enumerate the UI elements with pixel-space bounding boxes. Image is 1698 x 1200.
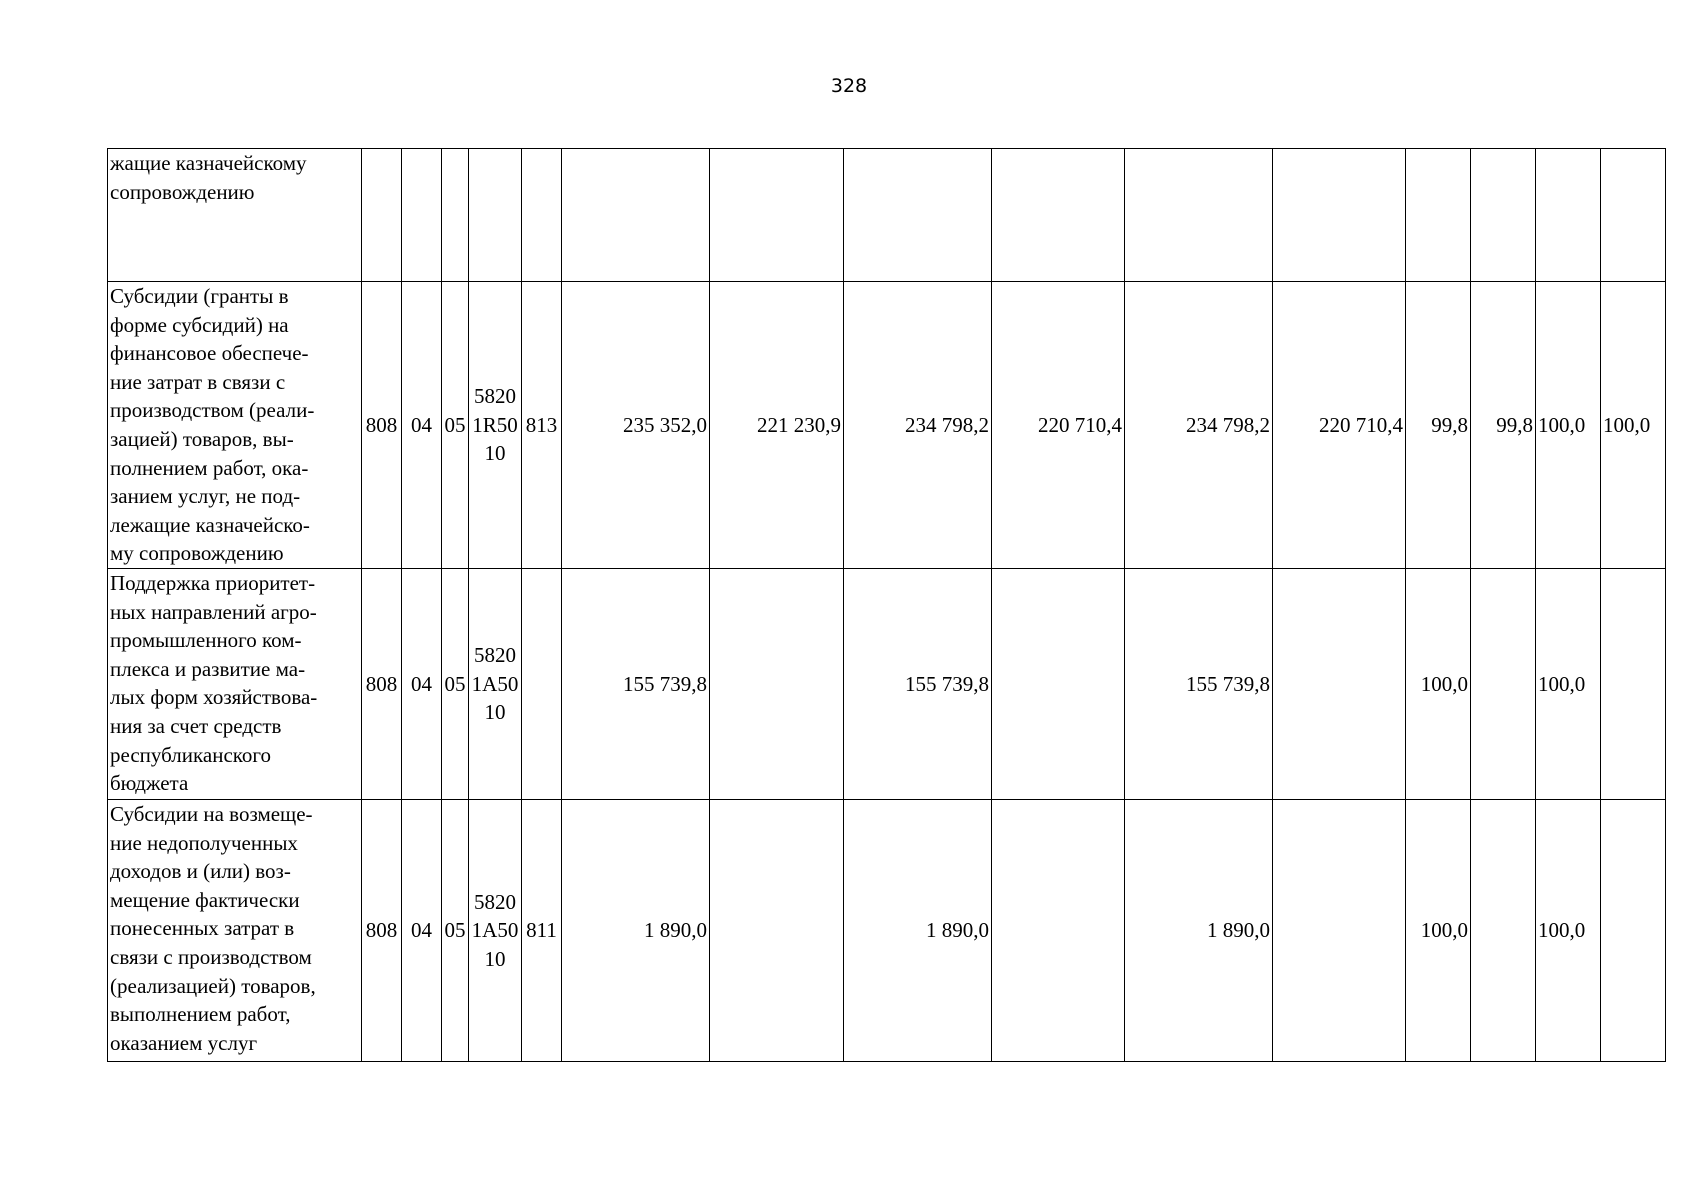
amount-cell [562, 149, 710, 282]
row-description [108, 149, 362, 282]
percent-cell [1471, 800, 1536, 1062]
expense-type-code: 811 [522, 800, 562, 1062]
ministry-code [362, 149, 402, 282]
percent-cell: 100,0 [1536, 282, 1601, 569]
amount-cell: 220 710,4 [992, 282, 1125, 569]
description-line: Поддержка приоритет- [110, 571, 316, 595]
expense-type-code [522, 569, 562, 800]
target-article-code [469, 282, 522, 569]
percent-cell [1601, 800, 1666, 1062]
percent-cell: 100,0 [1406, 569, 1471, 800]
description-line: Субсидии на возмеще- [110, 802, 313, 826]
target-article-code [469, 149, 522, 282]
amount-cell [710, 800, 844, 1062]
table-row [108, 800, 1666, 1062]
row-description [108, 282, 362, 569]
description-line: форме субсидий) на [110, 312, 289, 337]
description-line: сопровождению [110, 179, 255, 204]
description-line: промышленного ком- [110, 628, 302, 653]
amount-cell: 1 890,0 [562, 800, 710, 1062]
amount-cell [992, 569, 1125, 800]
percent-cell [1406, 149, 1471, 282]
description-line: мещение фактически [110, 887, 300, 912]
subsection-code: 05 [442, 800, 469, 1062]
amount-cell [1273, 800, 1406, 1062]
description-line: республиканского [110, 742, 271, 767]
amount-cell: 155 739,8 [1125, 569, 1273, 800]
amount-cell: 155 739,8 [844, 569, 992, 800]
section-code: 04 [402, 800, 442, 1062]
code-line: 10 [484, 700, 506, 725]
code-line: 1A50 [471, 671, 519, 696]
ministry-code: 808 [362, 800, 402, 1062]
description-line: жащие казначейскому [110, 151, 307, 175]
percent-cell [1601, 149, 1666, 282]
code-line: 5820 [474, 889, 516, 914]
percent-cell [1536, 149, 1601, 282]
amount-cell: 1 890,0 [1125, 800, 1273, 1062]
code-line: 1A50 [471, 918, 519, 943]
amount-cell: 1 890,0 [844, 800, 992, 1062]
code-line: 5820 [474, 643, 516, 668]
expense-type-code [522, 149, 562, 282]
code-line: 5820 [474, 384, 516, 409]
amount-cell [1125, 149, 1273, 282]
ministry-code: 808 [362, 282, 402, 569]
description-line: занием услуг, не под- [110, 484, 301, 509]
ministry-code: 808 [362, 569, 402, 800]
section-code: 04 [402, 282, 442, 569]
subsection-code [442, 149, 469, 282]
percent-cell: 100,0 [1536, 569, 1601, 800]
description-line: зацией) товаров, вы- [110, 426, 294, 451]
amount-cell [992, 149, 1125, 282]
description-line: связи с производством [110, 944, 312, 969]
description-line: выполнением работ, [110, 1002, 291, 1027]
amount-cell [710, 569, 844, 800]
row-description [108, 569, 362, 800]
code-line: 10 [484, 441, 506, 466]
amount-cell [844, 149, 992, 282]
subsection-code: 05 [442, 569, 469, 800]
amount-cell: 155 739,8 [562, 569, 710, 800]
subsection-code: 05 [442, 282, 469, 569]
percent-cell: 99,8 [1406, 282, 1471, 569]
table-row [108, 282, 1666, 569]
section-code: 04 [402, 569, 442, 800]
amount-cell: 221 230,9 [710, 282, 844, 569]
percent-cell: 100,0 [1536, 800, 1601, 1062]
percent-cell [1471, 569, 1536, 800]
description-line: производством (реали- [110, 398, 315, 423]
percent-cell: 100,0 [1406, 800, 1471, 1062]
description-line: ния за счет средств [110, 713, 282, 738]
percent-cell: 100,0 [1601, 282, 1666, 569]
amount-cell [1273, 149, 1406, 282]
description-line: лежащие казначейско- [110, 512, 310, 537]
description-line: му сопровождению [110, 541, 284, 566]
description-line: оказанием услуг [110, 1030, 258, 1055]
description-line: ных направлений агро- [110, 599, 317, 624]
section-code [402, 149, 442, 282]
amount-cell: 234 798,2 [1125, 282, 1273, 569]
description-line: понесенных затрат в [110, 916, 295, 941]
amount-cell [1273, 569, 1406, 800]
description-line: Субсидии (гранты в [110, 284, 289, 308]
amount-cell: 235 352,0 [562, 282, 710, 569]
amount-cell [710, 149, 844, 282]
percent-cell [1601, 569, 1666, 800]
row-description [108, 800, 362, 1062]
description-line: бюджета [110, 771, 189, 796]
amount-cell [992, 800, 1125, 1062]
expense-type-code: 813 [522, 282, 562, 569]
amount-cell: 234 798,2 [844, 282, 992, 569]
table-row [108, 149, 1666, 282]
page-number: 328 [830, 75, 868, 97]
table-row [108, 569, 1666, 800]
description-line: полнением работ, ока- [110, 455, 309, 480]
description-line: ние затрат в связи с [110, 369, 286, 394]
percent-cell [1471, 149, 1536, 282]
code-line: 1R50 [472, 412, 518, 437]
description-line: ние недополученных [110, 830, 298, 855]
target-article-code [469, 569, 522, 800]
description-line: лых форм хозяйствова- [110, 685, 318, 710]
description-line: плекса и развитие ма- [110, 656, 306, 681]
amount-cell: 220 710,4 [1273, 282, 1406, 569]
code-line: 10 [484, 946, 506, 971]
description-line: (реализацией) товаров, [110, 973, 316, 998]
percent-cell: 99,8 [1471, 282, 1536, 569]
description-line: доходов и (или) воз- [110, 859, 291, 884]
description-line: финансовое обеспече- [110, 341, 309, 366]
target-article-code [469, 800, 522, 1062]
budget-table [107, 148, 1666, 1062]
